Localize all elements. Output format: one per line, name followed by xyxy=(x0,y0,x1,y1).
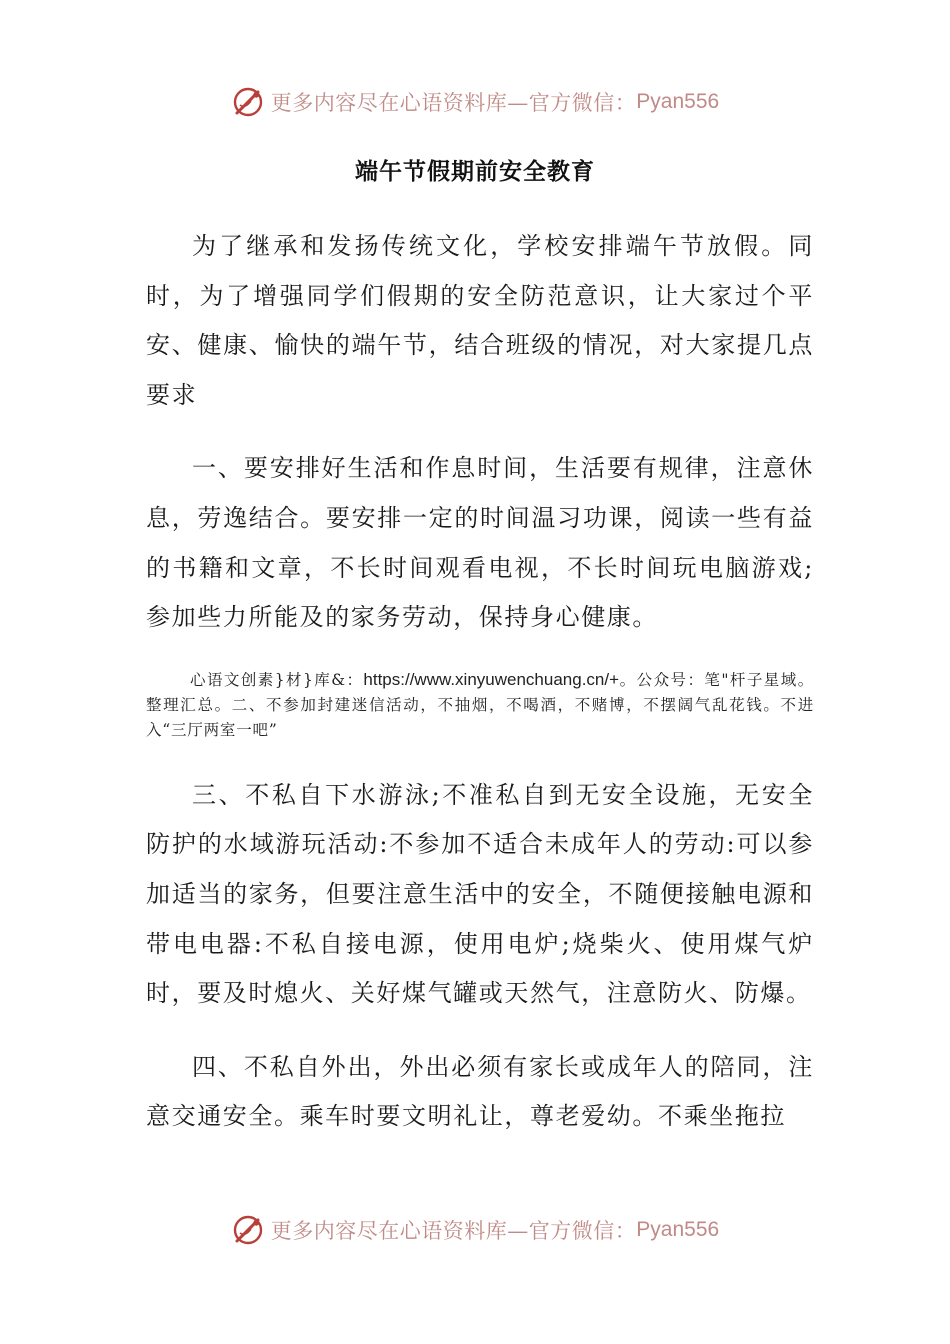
pen-logo-icon xyxy=(231,1213,265,1247)
document-title: 端午节假期前安全教育 xyxy=(355,159,595,185)
source-note-text: 。公众号：笔"杆子星域。整理汇总。二、不参加封建迷信活动，不抽烟，不喝酒，不赌博，不摆阔气乱花钱。不进入“三厅两室一吧” xyxy=(146,670,814,739)
rule-paragraph-4: 四、不私自外出，外出必须有家长或成年人的陪同，注意交通安全。乘车时要文明礼让，尊老爱幼。不乘坐拖拉 xyxy=(146,1052,814,1131)
rule-paragraph-3: 三、不私自下水游泳;不准私自到无安全设施，无安全防护的水域游玩活动:不参加不适合未成年人的劳动:可以参加适当的家务，但要注意生活中的安全，不随便接触电源和带电电器:不私自接电源，使用电炉;烧柴火、使用煤气炉时，要及时熄火、关好煤气罐或天然气，注意防火、防爆。 xyxy=(146,780,814,1008)
rule-paragraph-1: 一、要安排好生活和作息时间，生活要有规律，注意休息，劳逸结合。要安排一定的时间温习功课，阅读一些有益的书籍和文章，不长时间观看电视，不长时间玩电脑游戏;参加些力所能及的家务劳动，保持身心健康。 xyxy=(146,454,814,632)
header-banner-wechat-id: Pyan556 xyxy=(636,90,720,113)
source-note-url: https://www.xinyuwenchuang.cn/+ xyxy=(363,669,620,689)
pen-logo-icon xyxy=(231,85,265,119)
footer-banner-wechat-id: Pyan556 xyxy=(636,1218,720,1241)
header-banner xyxy=(0,80,950,124)
source-note-prefix: 心语文创素}材}库&： xyxy=(190,670,364,689)
footer-banner-text: 更多内容尽在心语资料库—官方微信： xyxy=(270,1219,637,1243)
source-note-paragraph xyxy=(146,667,814,743)
footer-banner xyxy=(0,1208,950,1252)
intro-paragraph: 为了继承和发扬传统文化，学校安排端午节放假。同时，为了增强同学们假期的安全防范意识，让大家过个平安、健康、愉快的端午节，结合班级的情况，对大家提几点要求 xyxy=(146,232,814,409)
document-body xyxy=(146,222,814,1166)
header-banner-text: 更多内容尽在心语资料库—官方微信： xyxy=(270,91,637,115)
